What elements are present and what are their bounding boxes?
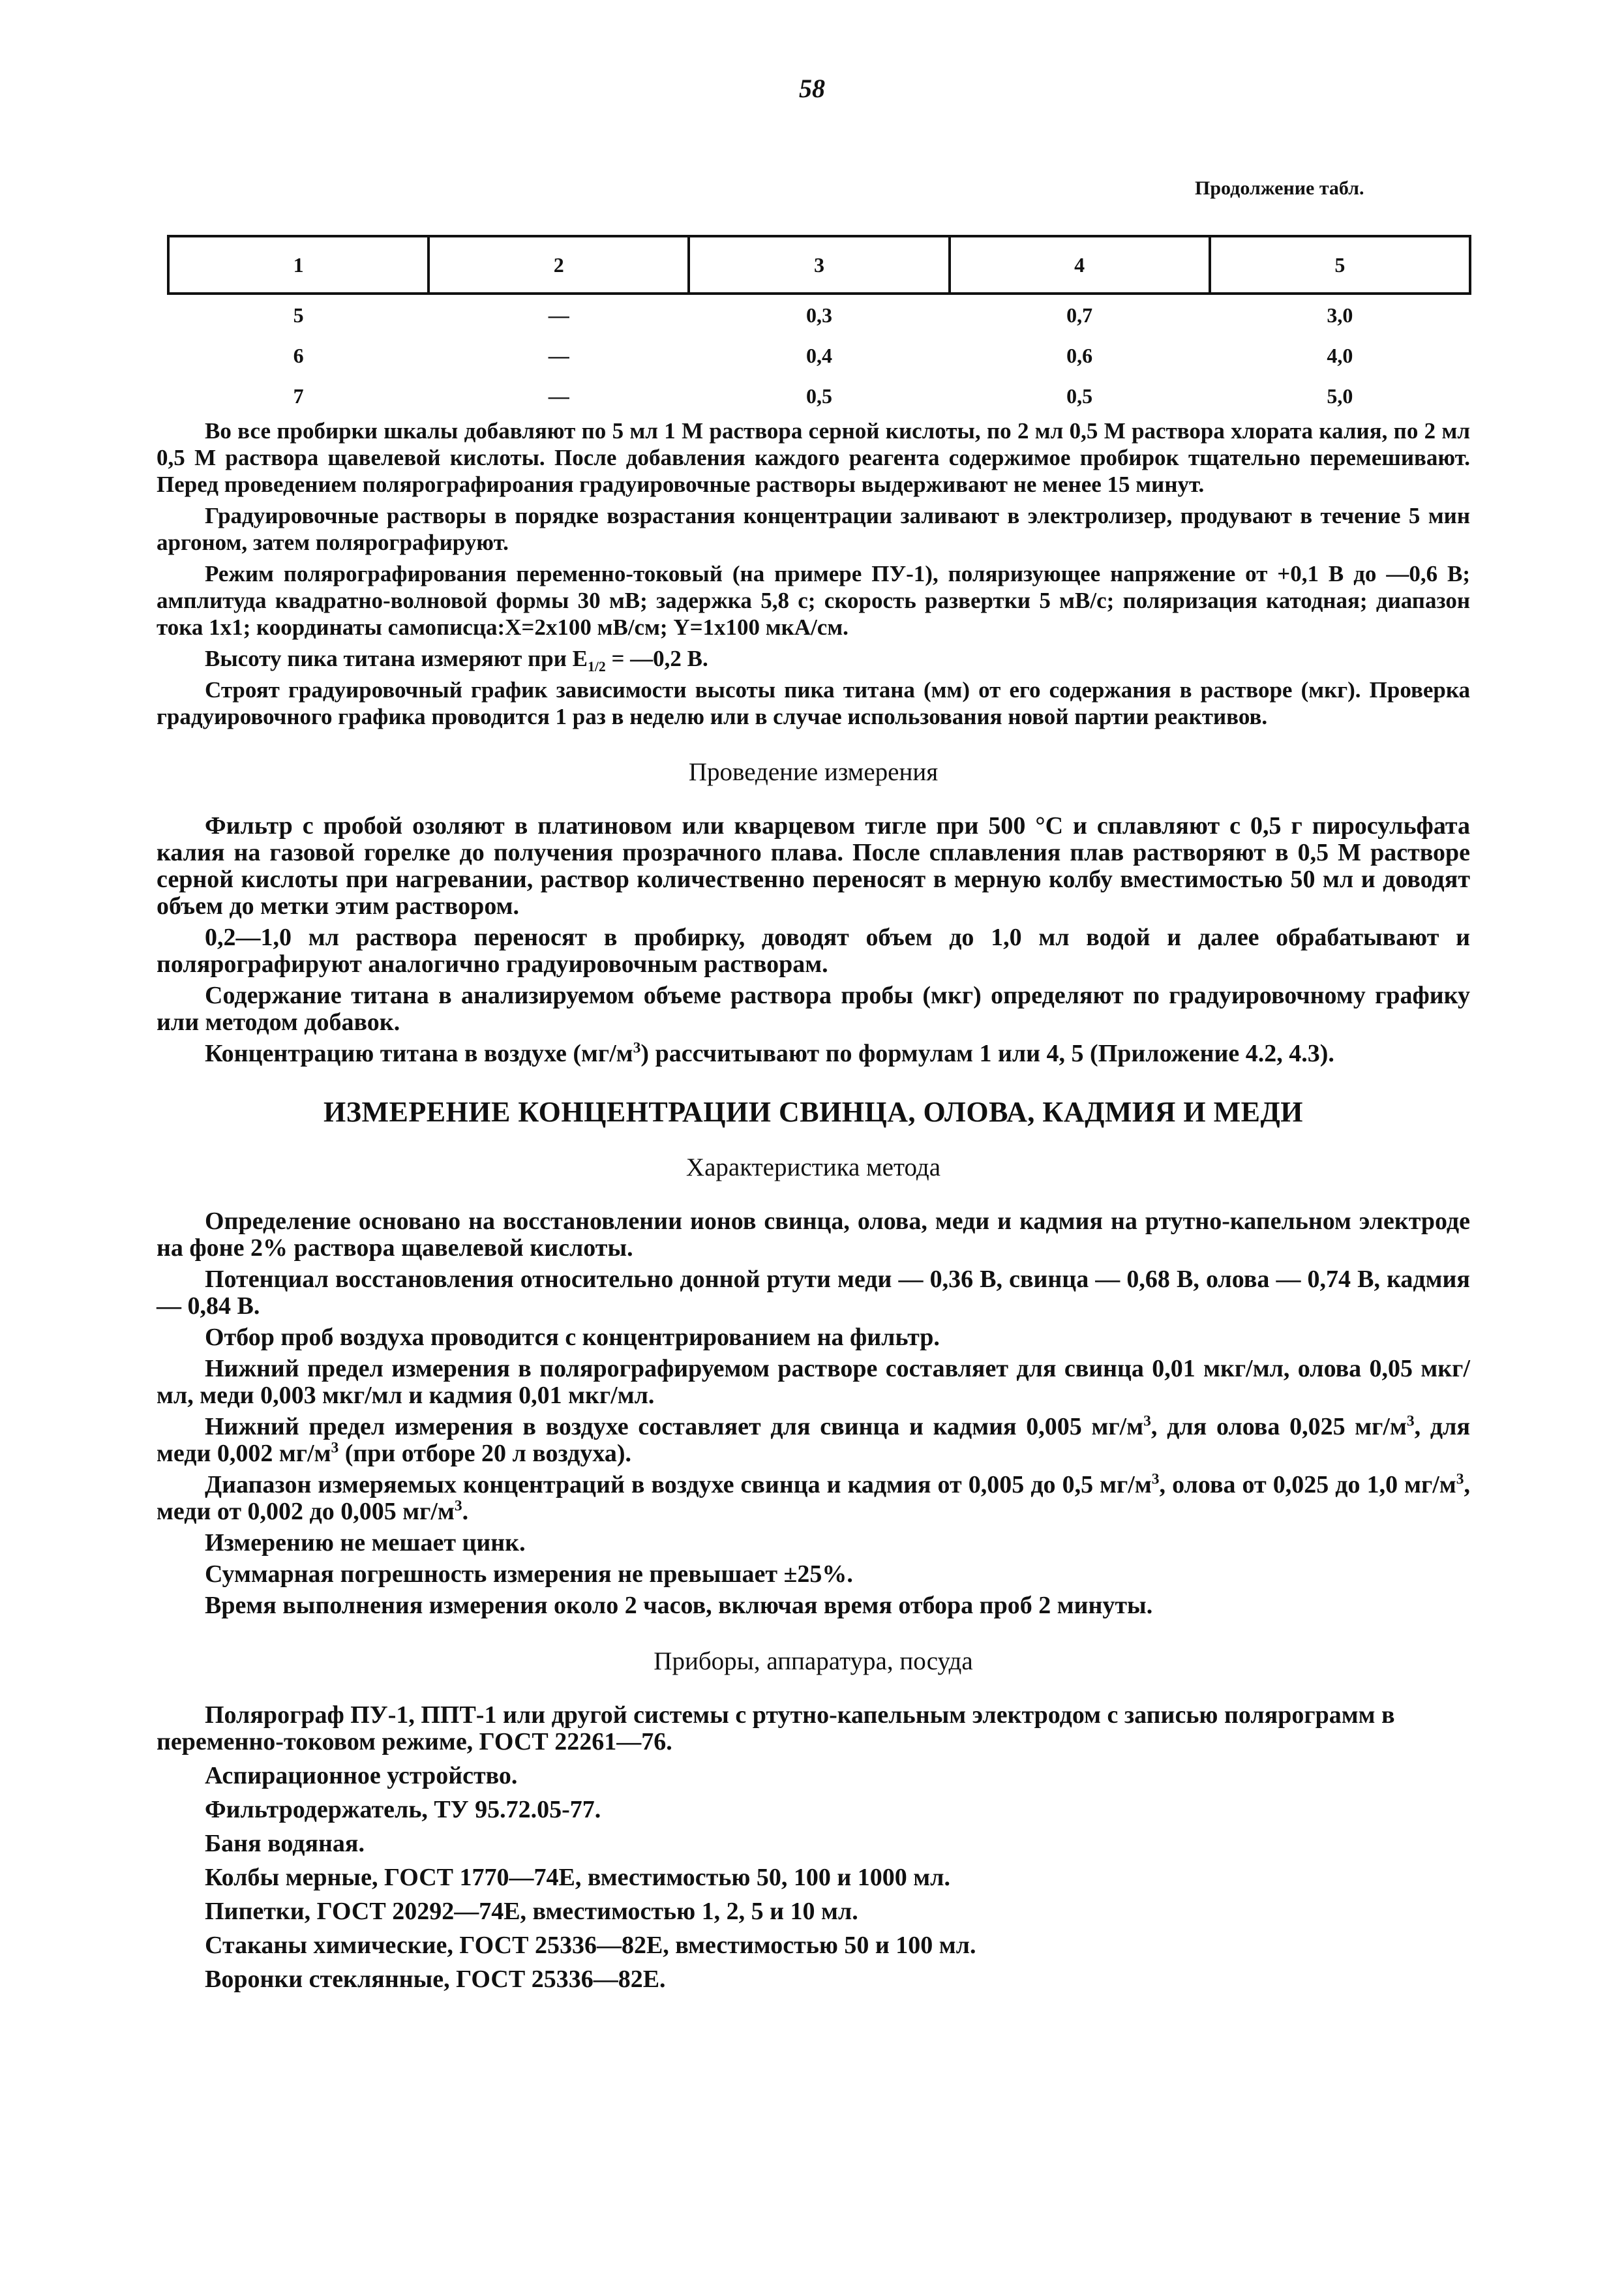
paragraph: Градуировочные растворы в порядке возрастания концентрации заливают в электролизер, продувают в течение 5 мин аргоном, затем полярографируют.	[157, 503, 1470, 555]
text-run: Нижний предел измерения в воздухе составляет для свинца и кадмия 0,005 мг/м	[205, 1413, 1144, 1440]
paragraph: Измерению не мешает цинк.	[205, 1529, 526, 1557]
table-cell: 0,6	[1066, 343, 1093, 367]
superscript: 3	[1456, 1470, 1464, 1488]
paragraph	[157, 1414, 1470, 1467]
document-body	[157, 418, 1470, 2000]
paragraph: Содержание титана в анализируемом объеме раствора пробы (мкг) определяют по градуировочному графику или методом добавок.	[157, 982, 1470, 1036]
paragraph: Во все пробирки шкалы добавляют по 5 мл 1 М раствора серной кислоты, по 2 мл 0,5 М раствора хлората калия, по 2 мл 0,5 М раствора щавелевой кислоты. После добавления каждого реагента содержимое пробирок тщательно перемешивают. Перед проведением полярографироания градуировочные растворы выдерживают не менее 15 минут.	[157, 418, 1470, 497]
section-title: ИЗМЕРЕНИЕ КОНЦЕНТРАЦИИ СВИНЦА, ОЛОВА, КАДМИЯ И МЕДИ	[323, 1096, 1303, 1128]
table-header-cell: 1	[168, 236, 429, 294]
superscript: 3	[1406, 1412, 1415, 1430]
list-item: Баня водяная.	[205, 1830, 365, 1857]
superscript: 3	[1151, 1470, 1160, 1488]
table-cell: 6	[293, 343, 304, 367]
table-row	[168, 376, 1470, 416]
list-item: Пипетки, ГОСТ 20292—74Е, вместимостью 1, 2, 5 и 10 мл.	[205, 1898, 858, 1925]
text-run: , олова от 0,025 до 1,0 мг/м	[1159, 1471, 1456, 1498]
text-run: , меди от 0,002 до 0,005 мг/м	[157, 1471, 1470, 1525]
table-cell: —	[548, 303, 569, 327]
subsection-heading: Характеристика метода	[685, 1153, 941, 1181]
table-cell: 0,5	[805, 384, 832, 408]
paragraph: Суммарная погрешность измерения не превышает ±25%.	[205, 1560, 853, 1588]
text-run: ) рассчитывают по формулам 1 или 4, 5 (Приложение 4.2, 4.3).	[640, 1040, 1334, 1067]
calibration-table	[167, 235, 1471, 416]
superscript: 3	[633, 1039, 641, 1057]
table-header-cell: 5	[1210, 236, 1470, 294]
paragraph: 0,2—1,0 мл раствора переносят в пробирку, доводят объем до 1,0 мл водой и далее обрабатывают и полярографируют аналогично градуировочным растворам.	[157, 924, 1470, 978]
paragraph: Потенциал восстановления относительно донной ртути меди — 0,36 В, свинца — 0,68 В, олова — 0,74 В, кадмия — 0,84 В.	[157, 1266, 1470, 1320]
paragraph: Нижний предел измерения в полярографируемом растворе составляет для свинца 0,01 мкг/мл, олова 0,05 мкг/мл, меди 0,003 мкг/мл и кадмия 0,01 мкг/мл.	[157, 1355, 1470, 1409]
paragraph: Режим полярографирования переменно-токовый (на примере ПУ-1), поляризующее напряжение от +0,1 В до —0,6 В; амплитуда квадратно-волновой формы 30 мВ; задержка 5,8 с; скорость развертки 5 мВ/с; поляризация катодная; диапазон тока 1х1; координаты самописца:Х=2х100 мВ/см; Y=1х100 мкА/см.	[157, 561, 1470, 640]
text-run: , для меди 0,002 мг/м	[157, 1413, 1471, 1467]
subsection-heading: Проведение измерения	[688, 758, 939, 786]
list-item: Фильтродержатель, ТУ 95.72.05-77.	[205, 1796, 601, 1823]
superscript: 3	[1143, 1412, 1151, 1430]
page-number: 58	[799, 74, 825, 103]
list-item: Полярограф ПУ-1, ППТ-1 или другой системы с ртутно-капельным электродом с записью полярограмм в переменно-токовом режиме, ГОСТ 22261—76.	[157, 1701, 1395, 1755]
text-run: , для олова 0,025 мг/м	[1150, 1413, 1407, 1440]
table-header-row	[168, 236, 1470, 294]
text-run: (при отборе 20 л воздуха).	[338, 1440, 632, 1467]
paragraph: Время выполнения измерения около 2 часов, включая время отбора проб 2 минуты.	[205, 1592, 1153, 1619]
table-continuation-label: Продолжение табл.	[1195, 177, 1364, 199]
text-run: Концентрацию титана в воздухе (мг/м	[205, 1040, 633, 1067]
table-cell: 4,0	[1327, 343, 1353, 367]
table-header-cell: 2	[429, 236, 689, 294]
paragraph	[157, 1472, 1470, 1525]
text-run: .	[462, 1498, 469, 1525]
subsection-heading: Приборы, аппаратура, посуда	[654, 1647, 973, 1675]
table-header-cell: 4	[950, 236, 1210, 294]
paragraph: Строят градуировочный график зависимости высоты пика титана (мм) от его содержания в растворе (мкг). Проверка градуировочного графика проводится 1 раз в неделю или в случае использования новой партии реактивов.	[157, 677, 1470, 729]
subscript: 1/2	[587, 659, 606, 675]
table-row	[168, 335, 1470, 376]
table-cell: 5	[293, 303, 304, 327]
paragraph: Фильтр с пробой озоляют в платиновом или кварцевом тигле при 500 °С и сплавляют с 0,5 г пиросульфата калия на газовой горелке до получения прозрачного плава. После сплавления плав растворяют в 0,5 М растворе серной кислоты при нагревании, раствор количественно переносят в мерную колбу вместимостью 50 мл и доводят объем до метки этим раствором.	[157, 812, 1470, 920]
text-run: Диапазон измеряемых концентраций в воздухе свинца и кадмия от 0,005 до 0,5 мг/м	[205, 1471, 1152, 1498]
table-cell: 0,5	[1066, 384, 1093, 408]
paragraph	[157, 1040, 1470, 1067]
list-item: Колбы мерные, ГОСТ 1770—74Е, вместимостью 50, 100 и 1000 мл.	[205, 1864, 951, 1891]
equipment-list	[157, 1702, 1470, 1993]
table-header-cell: 3	[689, 236, 949, 294]
table-cell: 0,3	[805, 303, 832, 327]
list-item: Воронки стеклянные, ГОСТ 25336—82Е.	[205, 1966, 666, 1993]
table-cell: 5,0	[1327, 384, 1353, 408]
table-cell: 7	[293, 384, 304, 408]
table-cell: —	[548, 384, 569, 408]
text-run: = —0,2 В.	[605, 646, 708, 671]
list-item: Аспирационное устройство.	[205, 1762, 518, 1789]
text-run: Высоту пика титана измеряют при Е	[205, 646, 588, 671]
paragraph: Определение основано на восстановлении ионов свинца, олова, меди и кадмия на ртутно-капельном электроде на фоне 2% раствора щавелевой кислоты.	[157, 1207, 1470, 1262]
table-cell: 0,7	[1066, 303, 1093, 327]
table-cell: —	[548, 343, 569, 367]
superscript: 3	[331, 1439, 339, 1457]
paragraph	[157, 645, 1470, 675]
superscript: 3	[454, 1497, 462, 1515]
table-cell: 3,0	[1327, 303, 1353, 327]
table-row	[168, 294, 1470, 335]
paragraph: Отбор проб воздуха проводится с концентрированием на фильтр.	[205, 1324, 940, 1351]
list-item: Стаканы химические, ГОСТ 25336—82Е, вместимостью 50 и 100 мл.	[205, 1932, 976, 1959]
table-cell: 0,4	[805, 343, 832, 367]
